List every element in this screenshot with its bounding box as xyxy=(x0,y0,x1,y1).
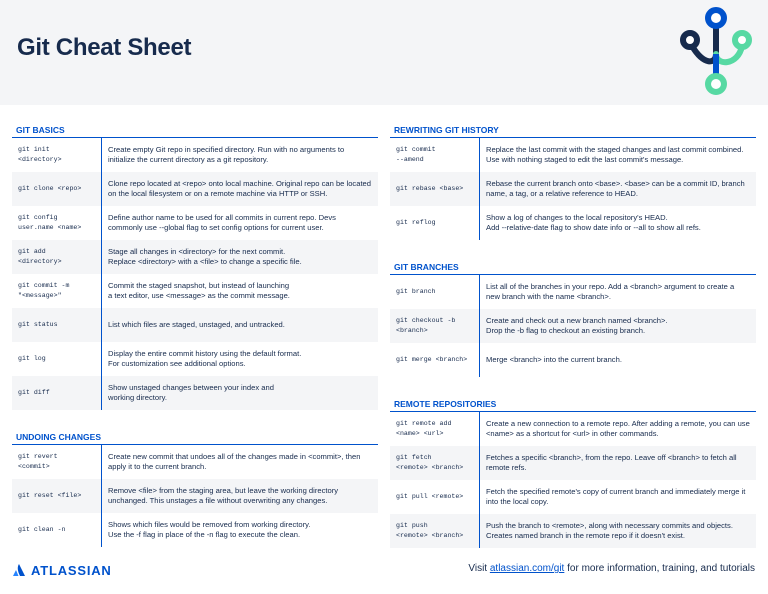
description-cell: Define author name to be used for all commits in current repo. Devs commonly use --global flag to set config options for current user. xyxy=(108,213,336,232)
command-cell: git reset <file> xyxy=(12,479,102,513)
description-cell: List all of the branches in your repo. Add a <branch> argument to create a new branch with the name <branch>. xyxy=(486,282,735,301)
command-cell: git commit -m "<message>" xyxy=(12,274,102,308)
command-cell: git clone <repo> xyxy=(12,172,102,206)
command-cell: git diff xyxy=(12,376,102,410)
table-row xyxy=(390,514,756,548)
section-git-basics xyxy=(12,120,378,410)
command-table xyxy=(12,138,378,410)
table-row xyxy=(12,206,378,240)
table-row xyxy=(390,206,756,240)
command-cell: git reflog xyxy=(390,206,480,240)
description-cell: Merge <branch> into the current branch. xyxy=(486,355,622,364)
table-row xyxy=(12,513,378,547)
table-row xyxy=(12,445,378,479)
section-remote-repositories xyxy=(390,394,756,548)
table-row xyxy=(390,172,756,206)
table-row xyxy=(390,309,756,343)
description-cell: Display the entire commit history using the default format. For customization see additional options. xyxy=(108,349,302,368)
description-cell: Shows which files would be removed from working directory. Use the -f flag in place of the -n flag to execute the clean. xyxy=(108,520,311,539)
command-table xyxy=(12,445,378,547)
table-row xyxy=(12,342,378,376)
section-git-branches xyxy=(390,257,756,377)
description-cell: Create empty Git repo in specified directory. Run with no arguments to initialize the current directory as a git repository. xyxy=(108,145,345,164)
git-branch-logo-icon xyxy=(676,6,758,98)
table-row xyxy=(12,172,378,206)
table-row xyxy=(12,138,378,172)
description-cell: Show unstaged changes between your index and working directory. xyxy=(108,383,274,402)
section-title: REWRITING GIT HISTORY xyxy=(390,120,756,138)
command-cell: git commit --amend xyxy=(390,138,480,172)
description-cell: Create a new connection to a remote repo. After adding a remote, you can use <name> as a shortcut for <url> in other commands. xyxy=(486,419,750,438)
footer-text xyxy=(468,563,755,574)
table-row xyxy=(12,479,378,513)
command-cell: git push <remote> <branch> xyxy=(390,514,480,548)
atlassian-triangle-icon xyxy=(12,563,26,577)
description-cell: Create and check out a new branch named <branch>. Drop the -b flag to checkout an existing branch. xyxy=(486,316,668,335)
command-cell: git add <directory> xyxy=(12,240,102,274)
description-cell: Create new commit that undoes all of the changes made in <commit>, then apply it to the current branch. xyxy=(108,452,361,471)
section-title: REMOTE REPOSITORIES xyxy=(390,394,756,412)
left-column xyxy=(12,120,378,547)
description-cell: Clone repo located at <repo> onto local machine. Original repo can be located on the local filesystem or on a remote machine via HTTP or SSH. xyxy=(108,179,371,198)
command-cell: git fetch <remote> <branch> xyxy=(390,446,480,480)
command-cell: git pull <remote> xyxy=(390,480,480,514)
command-table xyxy=(390,138,756,240)
description-cell: Replace the last commit with the staged changes and last commit combined. Use with nothing staged to edit the last commit's message. xyxy=(486,145,744,164)
table-row xyxy=(390,275,756,309)
command-cell: git init <directory> xyxy=(12,138,102,172)
command-cell: git merge <branch> xyxy=(390,343,480,377)
table-row xyxy=(390,412,756,446)
table-row xyxy=(390,480,756,514)
section-title: UNDOING CHANGES xyxy=(12,427,378,445)
command-cell: git revert <commit> xyxy=(12,445,102,479)
command-table xyxy=(390,412,756,548)
table-row xyxy=(390,138,756,172)
table-row xyxy=(12,308,378,342)
table-row xyxy=(12,376,378,410)
section-rewriting-history xyxy=(390,120,756,240)
description-cell: Remove <file> from the staging area, but leave the working directory unchanged. This unstages a file without overwriting any changes. xyxy=(108,486,339,505)
command-cell: git rebase <base> xyxy=(390,172,480,206)
header xyxy=(0,0,768,105)
command-table xyxy=(390,275,756,377)
description-cell: List which files are staged, unstaged, and untracked. xyxy=(108,320,285,329)
description-cell: Rebase the current branch onto <base>. <base> can be a commit ID, branch name, a tag, or a relative reference to HEAD. xyxy=(486,179,745,198)
right-column xyxy=(390,120,756,548)
description-cell: Push the branch to <remote>, along with necessary commits and objects. Creates named branch in the remote repo if it doesn't exist. xyxy=(486,521,733,540)
table-row xyxy=(12,274,378,308)
description-cell: Commit the staged snapshot, but instead of launching a text editor, use <message> as the commit message. xyxy=(108,281,290,300)
atlassian-logo[interactable] xyxy=(12,562,112,578)
page-title: Git Cheat Sheet xyxy=(17,34,192,61)
atlassian-wordmark: ATLASSIAN xyxy=(31,562,112,578)
footer-visit: Visit xyxy=(468,563,490,574)
footer-link[interactable]: atlassian.com/git xyxy=(489,563,565,574)
table-row xyxy=(390,446,756,480)
command-cell: git clean -n xyxy=(12,513,102,547)
command-cell: git branch xyxy=(390,275,480,309)
description-cell: Show a log of changes to the local repository's HEAD. Add --relative-date flag to show date info or --all to show all refs. xyxy=(486,213,701,232)
description-cell: Fetch the specified remote's copy of current branch and immediately merge it into the local copy. xyxy=(486,487,746,506)
command-cell: git remote add <name> <url> xyxy=(390,412,480,446)
footer-rest: for more information, training, and tutorials xyxy=(564,563,755,574)
command-cell: git checkout -b <branch> xyxy=(390,309,480,343)
section-undoing-changes xyxy=(12,427,378,547)
table-row xyxy=(12,240,378,274)
description-cell: Fetches a specific <branch>, from the repo. Leave off <branch> to fetch all remote refs. xyxy=(486,453,737,472)
table-row xyxy=(390,343,756,377)
command-cell: git status xyxy=(12,308,102,342)
command-cell: git config user.name <name> xyxy=(12,206,102,240)
command-cell: git log xyxy=(12,342,102,376)
section-title: GIT BRANCHES xyxy=(390,257,756,275)
description-cell: Stage all changes in <directory> for the next commit. Replace <directory> with a <file> to change a specific file. xyxy=(108,247,302,266)
section-title: GIT BASICS xyxy=(12,120,378,138)
